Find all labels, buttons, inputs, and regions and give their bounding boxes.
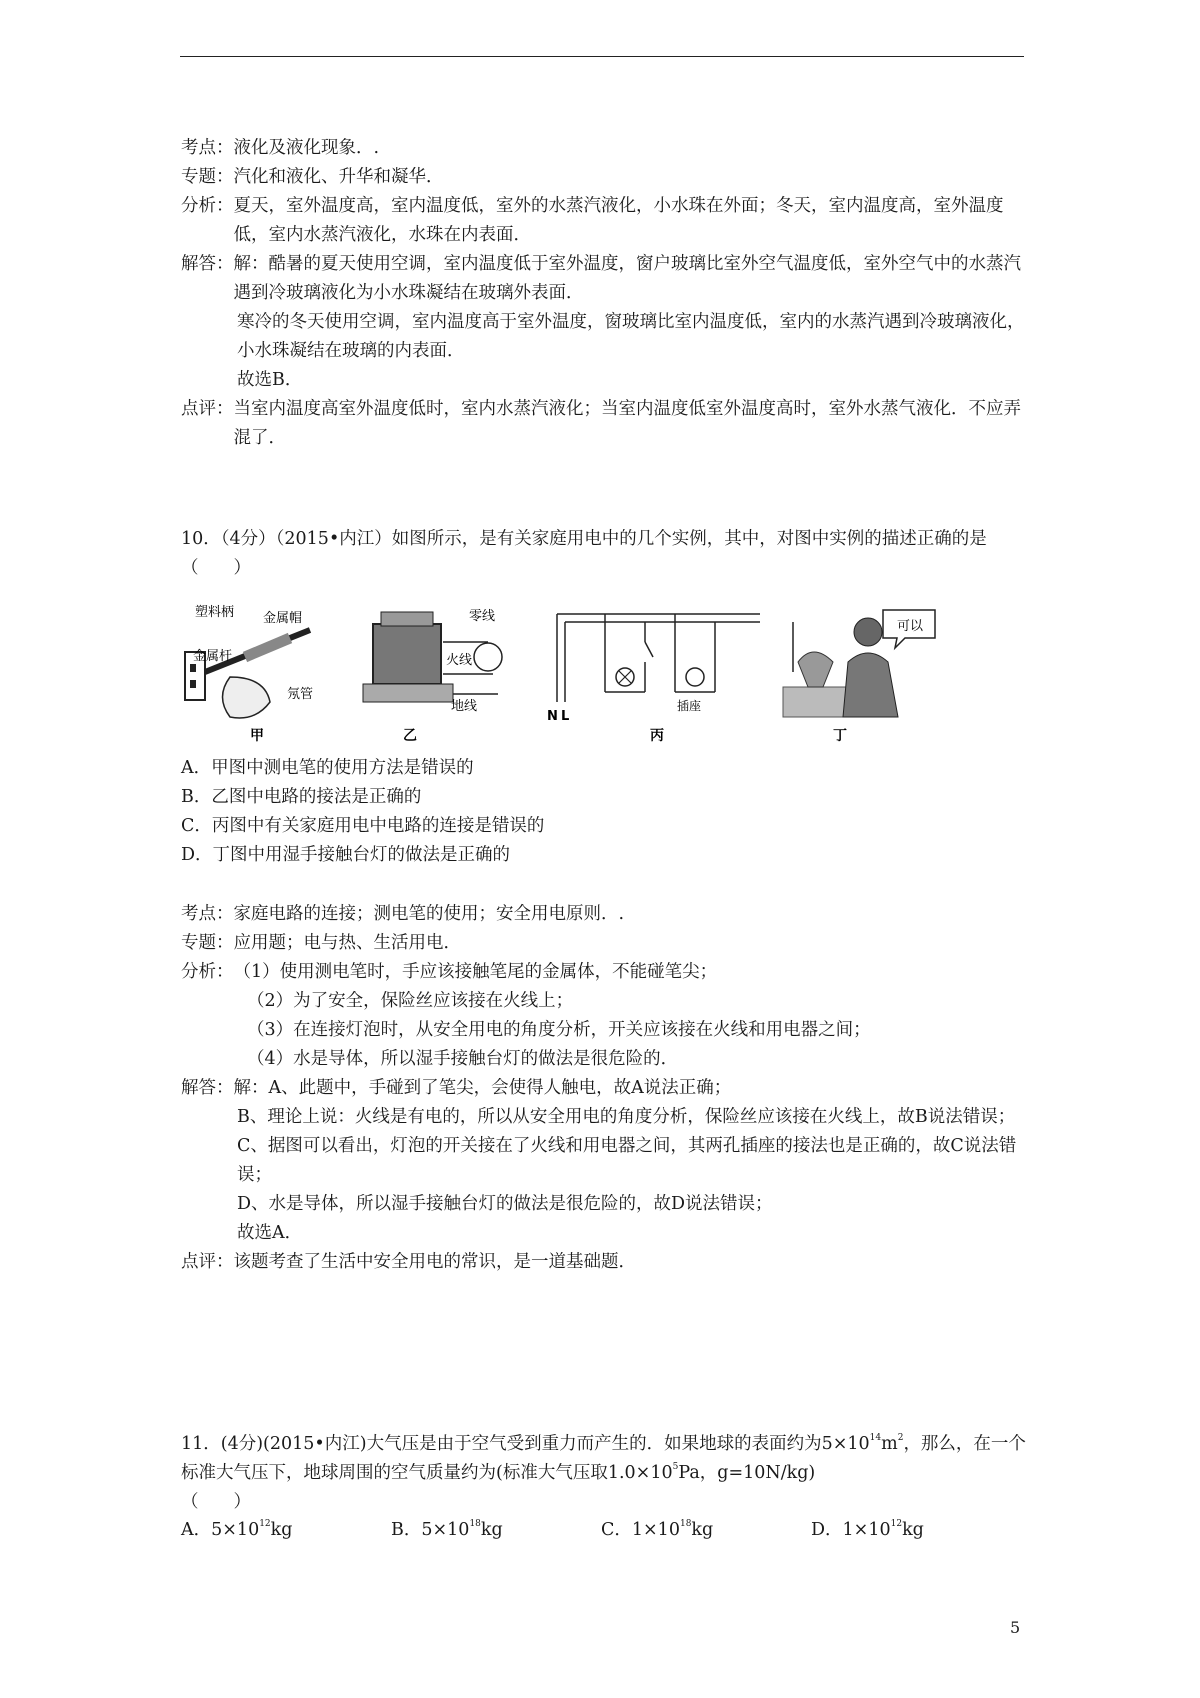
q10-stem: 10．（4分）（2015•内江）如图所示，是有关家庭用电中的几个实例，其中，对图中实例的描述正确的是（ ）	[181, 529, 987, 578]
q10-figures	[175, 602, 1035, 742]
q10-jieda-d: D、水是导体，所以湿手接触台灯的做法是很危险的，故D说法错误；	[237, 1194, 773, 1214]
q10-kaodian: 考点： 家庭电路的连接；测电笔的使用；安全用电原则．.	[181, 904, 625, 924]
q10-option-c: C．丙图中有关家庭用电中电路的连接是错误的	[181, 816, 545, 836]
label-bing: 丙	[650, 728, 664, 742]
svg-text:氖管: 氖管	[287, 687, 314, 702]
figure-yi-cooker	[353, 602, 543, 742]
q10-fenxi-3: （3）在连接灯泡时，从安全用电的角度分析，开关应该接在火线和用电器之间；	[247, 1020, 871, 1040]
figure-bing-circuit	[545, 602, 765, 742]
svg-text:零线: 零线	[469, 609, 496, 624]
svg-text:金属杆: 金属杆	[193, 649, 233, 664]
q10-jieda-b: B、理论上说：火线是有电的，所以从安全用电的角度分析，保险丝应该接在火线上，故B说法错误；	[237, 1107, 1016, 1127]
q9-jieda-2: 寒冷的冬天使用空调，室内温度高于室外温度，窗玻璃比室内温度低，室内的水蒸汽遇到冷玻璃液化，小水珠凝结在玻璃的内表面．	[237, 312, 1025, 361]
q10-option-d: D．丁图中用湿手接触台灯的做法是正确的	[181, 845, 511, 865]
label-ding: 丁	[833, 728, 847, 742]
q9-dianping: 点评： 当室内温度高室外温度低时，室内水蒸汽液化；当室内温度低室外温度高时，室外水蒸气液化．不应弄混了．	[181, 399, 1021, 448]
svg-text:地线: 地线	[451, 699, 478, 714]
q9-kaodian: 考点： 液化及液化现象．.	[181, 138, 380, 158]
q10-option-a: A．甲图中测电笔的使用方法是错误的	[181, 758, 474, 778]
q10-fenxi-2: （2）为了安全，保险丝应该接在火线上；	[247, 991, 574, 1011]
svg-text:N: N	[547, 709, 558, 724]
svg-text:L: L	[561, 709, 570, 724]
svg-text:火线: 火线	[446, 653, 473, 668]
q10-dianping: 点评： 该题考查了生活中安全用电的常识，是一道基础题．	[181, 1252, 636, 1272]
label-yi: 乙	[403, 728, 417, 742]
svg-text:可以: 可以	[897, 619, 924, 634]
q10-solution	[181, 900, 1026, 1277]
q10-fenxi: 分析： （1）使用测电笔时，手应该接触笔尾的金属体，不能碰笔尖；	[181, 962, 718, 982]
q9-jieda: 解答： 解：酷暑的夏天使用空调，室内温度低于室外温度，窗户玻璃比室外空气温度低，室外空气中的水蒸汽遇到冷玻璃液化为小水珠凝结在玻璃外表面．	[181, 254, 1021, 303]
svg-text:塑料柄: 塑料柄	[195, 605, 235, 620]
figure-jia-test-pen	[175, 602, 350, 742]
q11-option-a: A．$5\times 10^{12}kg$	[181, 1519, 293, 1540]
q9-zhuanti: 专题： 汽化和液化、升华和凝华．	[181, 167, 444, 187]
q11-options	[181, 1516, 1026, 1545]
q11-stem: 11．(4分)(2015•内江)大气压是由于空气受到重力而产生的．如果地球的表面约为$5\times 10^{14}m^2$，那么，在一个标准大气压下，地球周围的空气质量约为(标准大气压取$1.0\times 10^5Pa$，g=10N/kg) （ ）	[181, 1433, 1026, 1512]
q10-options	[181, 754, 1026, 870]
q10-zhuanti: 专题： 应用题；电与热、生活用电．	[181, 933, 461, 953]
q10-option-b: B．乙图中电路的接法是正确的	[181, 787, 422, 807]
q11-option-c: C．$1\times 10^{18}kg$	[601, 1519, 714, 1540]
svg-text:插座: 插座	[677, 699, 702, 713]
label-jia: 甲	[250, 728, 264, 742]
q10-jieda-answer: 故选A．	[237, 1223, 303, 1243]
q11-option-b: B．$5\times 10^{18}kg$	[391, 1519, 503, 1540]
q10-fenxi-4: （4）水是导体，所以湿手接触台灯的做法是很危险的．	[247, 1049, 679, 1069]
q10-jieda: 解答： 解：A、此题中，手碰到了笔尖，会使得人触电，故A说法正确；	[181, 1078, 732, 1098]
figure-ding-lamp	[773, 602, 943, 742]
q9-fenxi: 分析： 夏天，室外温度高，室内温度低，室外的水蒸汽液化，小水珠在外面；冬天，室内温度高，室外温度低，室内水蒸汽液化，水珠在内表面．	[181, 196, 1004, 245]
q9-jieda-3: 故选B．	[237, 370, 303, 390]
q9-solution	[181, 134, 1026, 453]
svg-text:金属帽: 金属帽	[263, 611, 303, 626]
q11-option-d: D．$1\times 10^{12}kg$	[811, 1519, 924, 1540]
q10-jieda-c: C、据图可以看出，灯泡的开关接在了火线和用电器之间，其两孔插座的接法也是正确的，故C说法错误；	[237, 1136, 1017, 1185]
page-number: 5	[1010, 1618, 1021, 1637]
header-rule	[180, 56, 1024, 57]
